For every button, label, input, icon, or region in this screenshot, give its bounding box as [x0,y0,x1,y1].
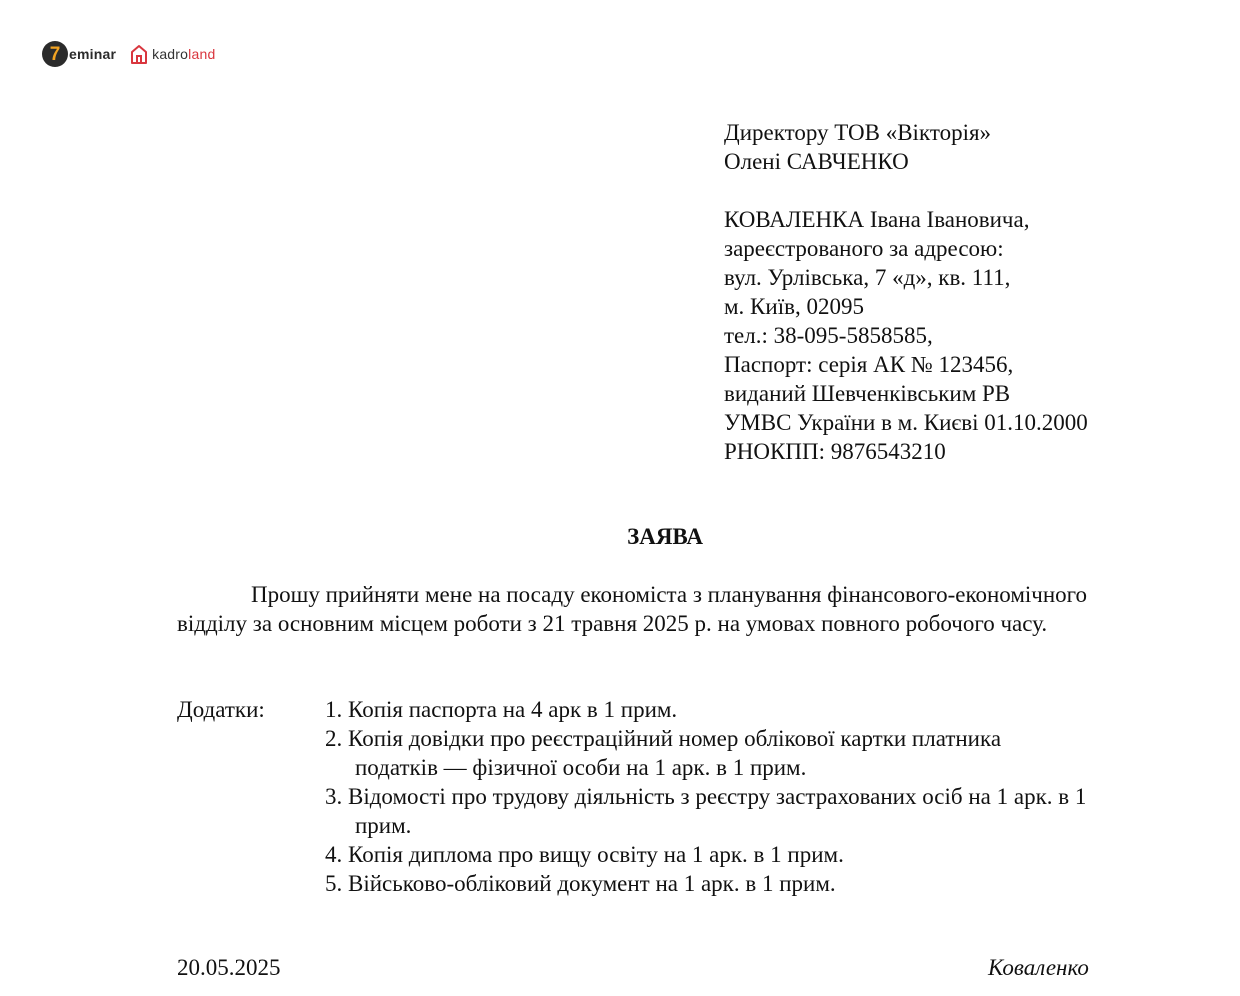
application-body-line-2: відділу за основним місцем роботи з 21 травня 2025 р. на умовах повного робочого часу. [177,611,1048,636]
applicant-block [724,205,1088,466]
attachments-label: Додатки: [177,697,265,722]
applicant-address-label: зареєстрованого за адресою: [724,236,1004,261]
applicant-passport: Паспорт: серія АК № 123456, [724,352,1014,377]
attachment-item-3-continued: прим. [355,813,412,838]
applicant-signature: Коваленко [988,955,1089,980]
attachment-item-2-continued: податків — фізичної особи на 1 арк. в 1 прим. [355,755,807,780]
application-date: 20.05.2025 [177,955,281,980]
addressee-position: Директору ТОВ «Вікторія» [724,120,992,145]
application-body-line-1 [177,580,1157,609]
application-body [177,580,1157,638]
attachment-item-4: 4. Копія диплома про вищу освіту на 1 арк. в 1 прим. [325,842,844,867]
seminar-logo-circle-icon [42,41,68,67]
applicant-city: м. Київ, 02095 [724,294,864,319]
header-logos [42,40,215,68]
addressee-block [724,118,991,176]
addressee-name: Олені САВЧЕНКО [724,149,909,174]
applicant-phone: тел.: 38-095-5858585, [724,323,933,348]
applicant-passport-issuer-date: УМВС України в м. Києві 01.10.2000 [724,410,1088,435]
kadroland-logo [130,44,215,64]
kadroland-logo-text-part1: kadro [152,46,189,62]
application-body-line-1-text: Прошу прийняти мене на посаду економіста з планування фінансового-економічного [251,582,1088,607]
kadroland-logo-text-part2: land [188,46,216,62]
seminar-logo [42,41,116,67]
kadroland-logo-text [152,46,215,62]
seminar-logo-digit: 7 [49,43,61,65]
kadroland-house-icon [130,44,148,64]
applicant-passport-issuer: виданий Шевченківським РВ [724,381,1011,406]
attachment-item-5: 5. Військово-обліковий документ на 1 арк. в 1 прим. [325,871,836,896]
applicant-name: КОВАЛЕНКА Івана Івановича, [724,207,1030,232]
attachment-item-3: 3. Відомості про трудову діяльність з реєстру застрахованих осіб на 1 арк. в 1 [325,784,1087,809]
document-title: ЗАЯВА [627,524,703,549]
attachment-item-1: 1. Копія паспорта на 4 арк в 1 прим. [325,697,678,722]
applicant-tax-id: РНОКПП: 9876543210 [724,439,946,464]
seminar-logo-text: eminar [69,46,117,62]
attachment-item-2: 2. Копія довідки про реєстраційний номер облікової картки платника [325,726,1002,751]
applicant-street: вул. Урлівська, 7 «д», кв. 111, [724,265,1011,290]
attachments-list [325,695,1086,898]
